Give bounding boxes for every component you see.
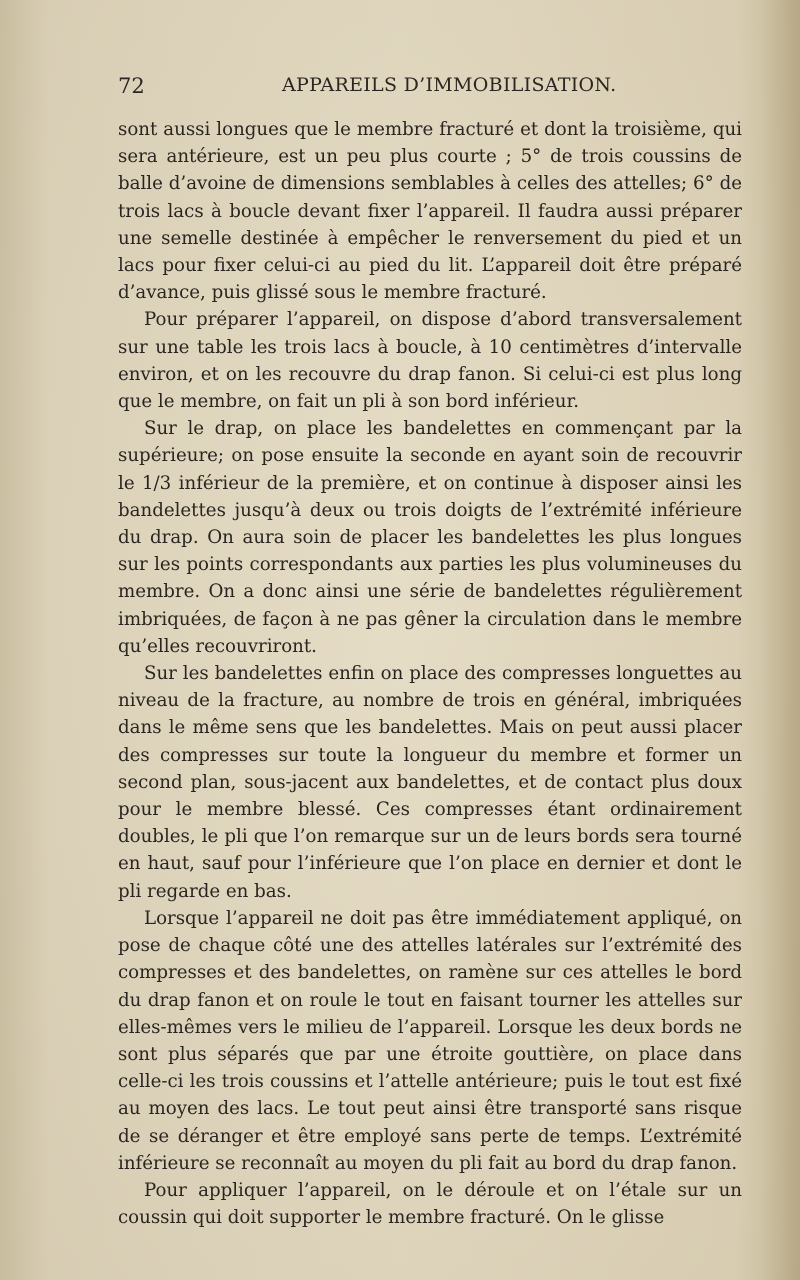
paragraph: Sur les bandelettes enfin on place des compresses longuettes au niveau de la fracture, au nombre de trois en général, imbriquées dans le même sens que les bandelettes. Mais on peut aussi placer des compresses sur toute la longueur du membre et former un second plan, sous-jacent aux bandelettes, et de contact plus doux pour le membre blessé. Ces compresses étant ordinairement doubles, le pli que l’on remarque sur un de leurs bords sera tourné en haut, sauf pour l’inférieure que l’on place en dernier et dont le pli regarde en bas. <box>118 663 742 902</box>
page-number: 72 <box>118 74 145 98</box>
body-text <box>118 116 742 1231</box>
paragraph: Pour préparer l’appareil, on dispose d’abord transversalement sur une table les trois lacs à boucle, à 10 centimètres d’intervalle environ, et on les recouvre du drap fanon. Si celui-ci est plus long que le membre, on fait un pli à son bord inférieur. <box>118 309 742 413</box>
paragraph: Lorsque l’appareil ne doit pas être immédiatement appliqué, on pose de chaque côté une des attelles latérales sur l’extrémité des compresses et des bandelettes, on ramène sur ces attelles le bord du drap fanon et on roule le tout en faisant tourner les attelles sur elles-mêmes vers le milieu de l’appareil. Lorsque les deux bords ne sont plus séparés que par une étroite gouttière, on place dans celle-ci les trois coussins et l’attelle antérieure; puis le tout est fixé au moyen des lacs. Le tout peut ainsi être transporté sans risque de se déranger et être employé sans perte de temps. L’extrémité inférieure se reconnaît au moyen du pli fait au bord du drap fanon. <box>118 907 742 1174</box>
running-title: APPAREILS D’IMMOBILISATION. <box>282 74 617 96</box>
paragraph: sont aussi longues que le membre fracturé et dont la troisième, qui sera antérieure, est un peu plus courte ; 5° de trois coussins de balle d’avoine de dimensions semblables à celles des attelles; 6° de trois lacs à boucle devant fixer l’appareil. Il faudra aussi préparer une semelle destinée à empêcher le renversement du pied et un lacs pour fixer celui-ci au pied du lit. L’appareil doit être préparé d’avance, puis glissé sous le membre fracturé. <box>118 119 742 304</box>
paragraph: Pour appliquer l’appareil, on le déroule et on l’étale sur un coussin qui doit supporter le membre fracturé. On le glisse <box>118 1179 742 1229</box>
paragraph: Sur le drap, on place les bandelettes en commençant par la supérieure; on pose ensuite la seconde en ayant soin de recouvrir le 1/3 inférieur de la première, et on continue à disposer ainsi les bandelettes jusqu’à deux ou trois doigts de l’extrémité inférieure du drap. On aura soin de placer les bandelettes les plus longues sur les points correspondants aux parties les plus volumineuses du membre. On a donc ainsi une série de bandelettes régulièrement imbriquées, de façon à ne pas gêner la circulation dans le membre qu’elles recouvriront. <box>118 418 742 657</box>
page-header <box>118 74 742 104</box>
